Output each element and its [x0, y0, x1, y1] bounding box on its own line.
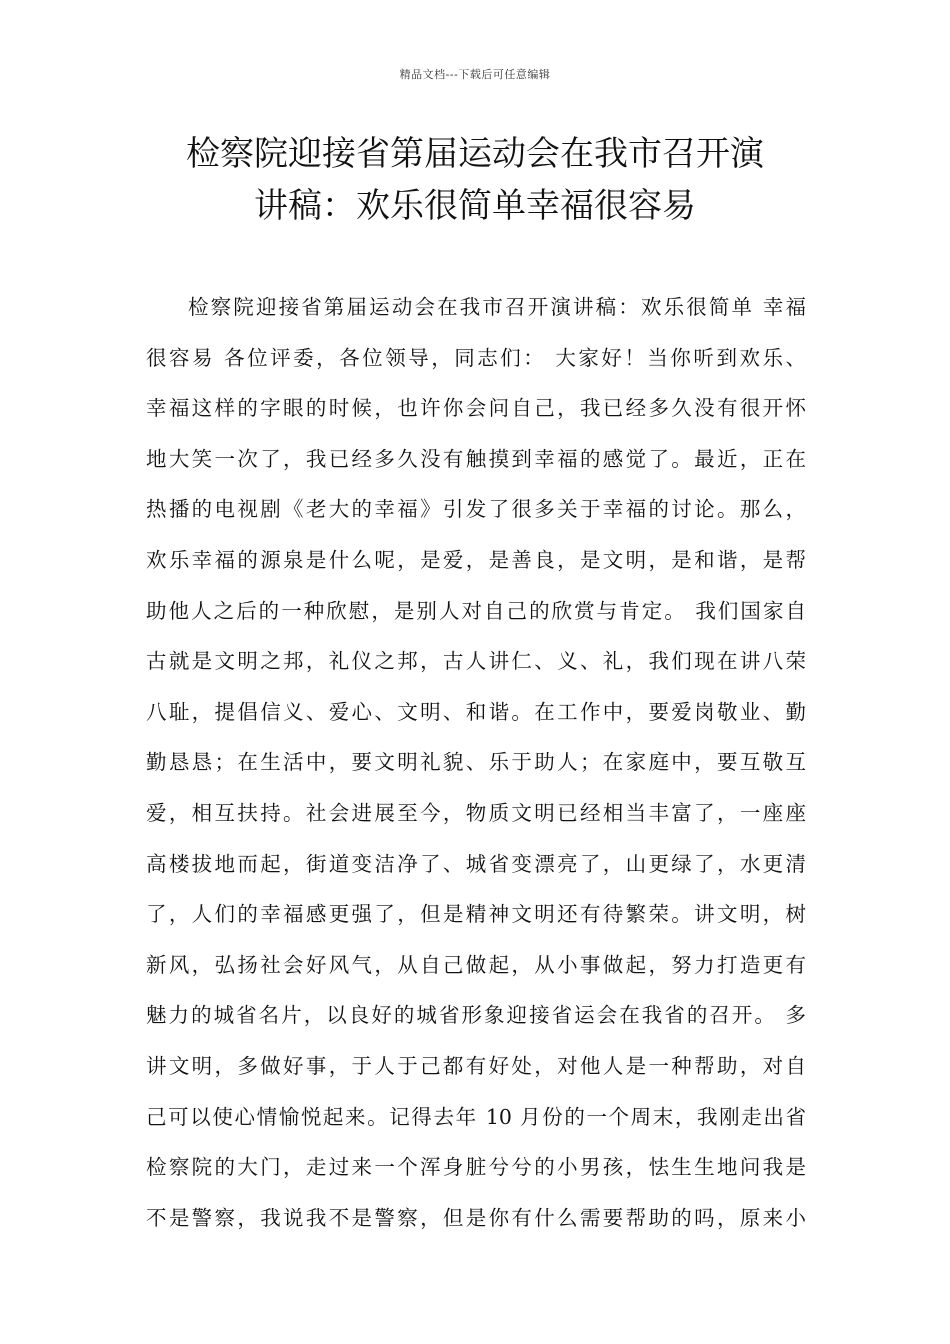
body-line: 检察院的大门，走过来一个浑身脏兮兮的小男孩，怯生生地问我是: [146, 1155, 806, 1180]
title-line: 讲稿：欢乐很简单幸福很容易: [254, 186, 696, 226]
body-line: 地大笑一次了，我已经多久没有触摸到幸福的感觉了。最近，正在: [146, 446, 806, 471]
body-line: 了，人们的幸福感更强了，但是精神文明还有待繁荣。讲文明，树: [146, 902, 806, 927]
body-line: 魅力的城省名片，以良好的城省形象迎接省运会在我省的召开。 多: [146, 1003, 806, 1028]
body-line: 爱，相互扶持。社会进展至今，物质文明已经相当丰富了，一座座: [146, 800, 806, 825]
body-line: 古就是文明之邦，礼仪之邦，古人讲仁、义、礼，我们现在讲八荣: [146, 649, 806, 674]
body-line: 欢乐幸福的源泉是什么呢，是爱，是善良，是文明，是和谐，是帮: [146, 547, 806, 572]
body-line: 勤恳恳；在生活中，要文明礼貌、乐于助人；在家庭中，要互敬互: [146, 750, 806, 775]
body-line: 不是警察，我说我不是警察，但是你有什么需要帮助的吗，原来小: [146, 1205, 806, 1230]
document-body: [146, 282, 806, 1243]
body-line: 己可以使心情愉悦起来。记得去年 10 月份的一个周末，我刚走出省: [146, 1104, 806, 1129]
body-line: 检察院迎接省第届运动会在我市召开演讲稿：欢乐很简单 幸福: [188, 295, 806, 319]
body-line: 很容易 各位评委，各位领导，同志们： 大家好！当你听到欢乐、: [146, 345, 806, 370]
title-line: 检察院迎接省第届运动会在我市召开演: [186, 134, 764, 174]
body-line: 讲文明，多做好事，于人于己都有好处，对他人是一种帮助，对自: [146, 1053, 806, 1078]
download-note: 精品文档---下载后可任意编辑: [399, 68, 551, 81]
body-line: 助他人之后的一种欣慰，是别人对自己的欣赏与肯定。 我们国家自: [146, 598, 806, 623]
body-line: 高楼拔地而起，街道变洁净了、城省变漂亮了，山更绿了，水更清: [146, 851, 806, 876]
body-line: 幸福这样的字眼的时候，也许你会问自己，我已经多久没有很开怀: [146, 396, 806, 421]
body-line: 新风，弘扬社会好风气，从自己做起，从小事做起，努力打造更有: [146, 952, 806, 977]
body-line: 八耻，提倡信义、爱心、文明、和谐。在工作中，要爱岗敬业、勤: [146, 699, 806, 724]
body-line: 热播的电视剧《老大的幸福》引发了很多关于幸福的讨论。那么，: [146, 497, 806, 522]
document-title: [120, 128, 830, 232]
